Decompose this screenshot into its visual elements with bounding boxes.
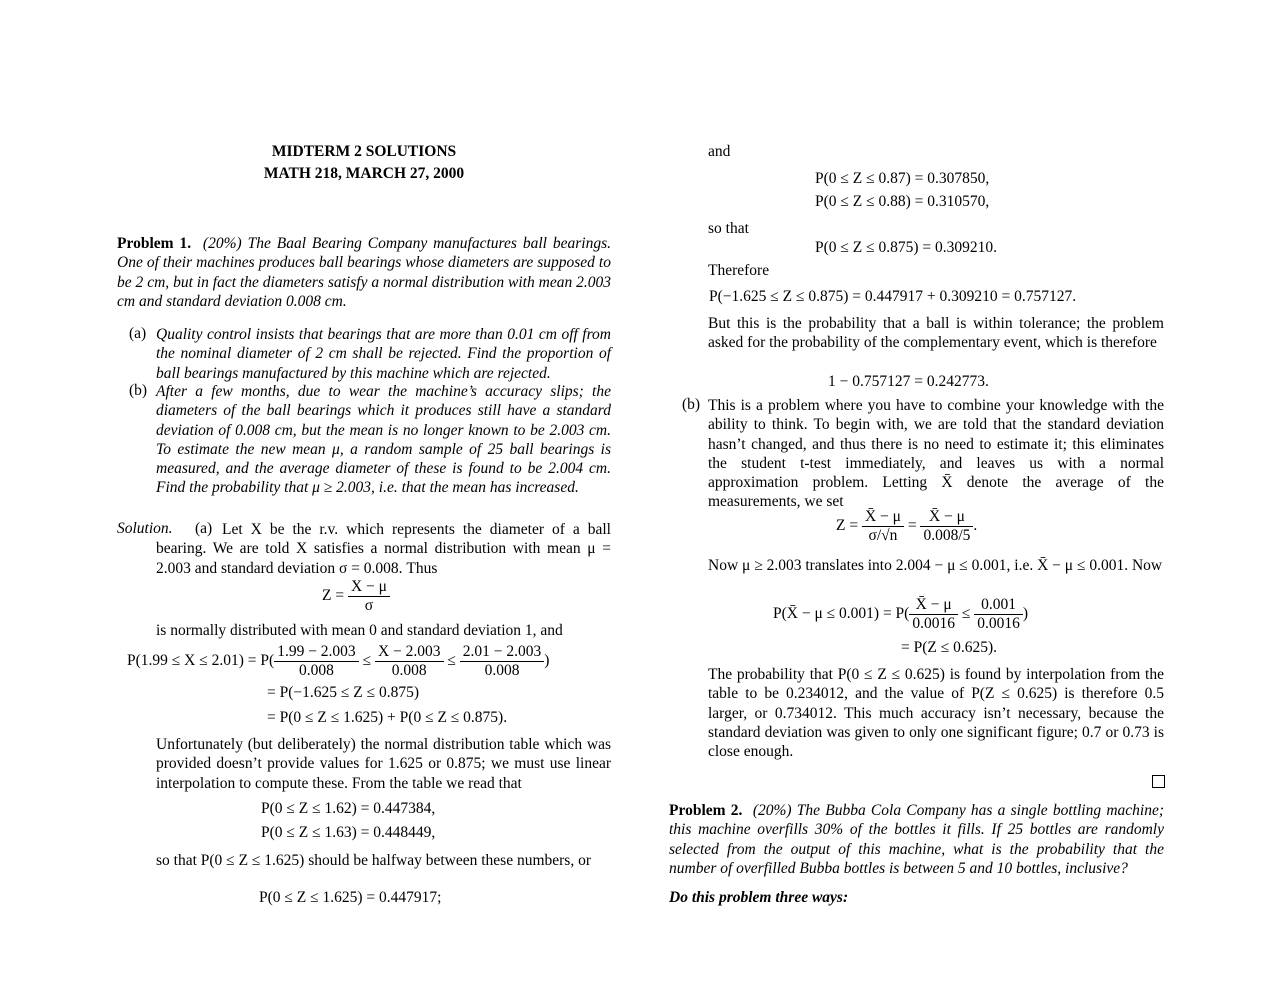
table-1-63: P(0 ≤ Z ≤ 1.63) = 0.448449,	[261, 824, 436, 841]
problem1-part-a-label: (a)	[129, 325, 147, 342]
zb-frac-2	[920, 508, 973, 545]
zb-frac-2-num: X̄ − μ	[920, 508, 973, 527]
pb-le: ≤	[961, 605, 971, 623]
pb-frac-2-den: 0.0016	[977, 615, 1020, 632]
zb-frac-2-den: 0.008/5	[923, 527, 971, 544]
p1-le-1: ≤	[362, 652, 372, 670]
p1-frac-2-den: 0.008	[391, 662, 427, 679]
zb-end: .	[973, 517, 978, 535]
and-text: and	[708, 143, 731, 160]
p1-lhs: P(1.99 ≤ X ≤ 2.01) = P(	[127, 652, 275, 670]
problem2-statement	[669, 801, 1164, 878]
solution-a-label: (a)	[195, 520, 213, 537]
problem2-label: Problem 2.	[669, 802, 743, 819]
solution-b-intro: This is a problem where you have to combine your knowledge with the ability to think. To begin with, we are told that the standard deviation hasn’t changed, and thus there is no need to estimate it; this eliminates the student t-test immediately, and leaves us with a normal approximation problem. Letting X̄ denote the average of the measurements, we set	[708, 397, 1164, 511]
p1-close: )	[544, 652, 550, 670]
p1-line-2: = P(−1.625 ≤ Z ≤ 0.875)	[267, 684, 420, 701]
problem2-instruction: Do this problem three ways:	[669, 889, 849, 906]
zb-frac-1-den: σ/√n	[868, 527, 898, 544]
zb-frac-1	[862, 508, 904, 545]
problem1-part-b-label: (b)	[129, 382, 148, 399]
zb-definition	[836, 508, 977, 545]
problem1-label: Problem 1.	[117, 235, 192, 252]
pb-frac-1-num: X̄ − μ	[909, 596, 958, 615]
p1-frac-1	[274, 643, 359, 680]
page-subtitle: MATH 218, MARCH 27, 2000	[263, 165, 465, 182]
pb-close: )	[1022, 605, 1029, 623]
pb-equation	[773, 596, 1028, 633]
but-this-paragraph: But this is the probability that a ball is within tolerance; the problem asked for the probability of the complementary event, which is therefore	[708, 315, 1164, 352]
z-numerator: X − μ	[348, 578, 390, 597]
problem1-part-b: After a few months, due to wear the machine’s accuracy slips; the diameters of the ball bearings which it produces still have a standard deviation of 0.008 cm, but the mean is no longer known to be 2.003 cm. To estimate the new mean μ, a random sample of 25 ball bearings is measured, and the average diameter of these is found to be 2.004 cm. Find the probability that μ ≥ 2.003, i.e. that the mean has increased.	[156, 383, 611, 497]
so-that-1625: so that P(0 ≤ Z ≤ 1.625) should be halfway between these numbers, or	[156, 852, 591, 869]
p1-frac-3-num: 2.01 − 2.003	[460, 643, 545, 662]
pb-frac-2-num: 0.001	[974, 596, 1023, 615]
p1-frac-2-num: X − 2.003	[375, 643, 444, 662]
p1-frac-1-num: 1.99 − 2.003	[274, 643, 359, 662]
page-title: MIDTERM 2 SOLUTIONS	[271, 143, 457, 160]
z-fraction	[348, 578, 390, 615]
solution-a-intro-text: Let X be the r.v. which represents the diameter of a ball bearing. We are told X satisfies a normal distribution with mean μ = 2.003 and standard deviation σ = 0.008. Thus	[156, 521, 611, 577]
p1-frac-3	[460, 643, 545, 680]
now-mu-paragraph: Now μ ≥ 2.003 translates into 2.004 − μ ≤ 0.001, i.e. X̄ − μ ≤ 0.001. Now	[708, 557, 1163, 574]
solution-a-intro	[156, 520, 611, 578]
solution-a-normal: is normally distributed with mean 0 and standard deviation 1, and	[156, 622, 563, 639]
p1-frac-1-den: 0.008	[299, 662, 334, 679]
pb-lhs: P(X̄ − μ ≤ 0.001) = P(	[773, 605, 910, 623]
qed-icon	[1152, 775, 1165, 788]
problem1-statement	[117, 234, 611, 311]
solution-b-final: The probability that P(0 ≤ Z ≤ 0.625) is found by interpolation from the table to be 0.234012, and the value of P(Z ≤ 0.625) is therefore 0.5 larger, or 0.734012. This much accuracy isn’t necessary, because the standard deviation was given to only one significant figure; 0.7 or 0.73 is close enough.	[708, 666, 1164, 761]
problem2-text: (20%) The Bubba Cola Company has a single bottling machine; this machine overfills 30% of the bottles it fills. If 25 bottles are randomly selected from the output of this machine, what is the probability that the number of overfilled Bubba bottles is between 5 and 10 bottles, inclusive?	[669, 802, 1164, 877]
zb-frac-1-num: X̄ − μ	[862, 508, 904, 527]
z-definition	[322, 578, 390, 615]
table-0-875: P(0 ≤ Z ≤ 0.875) = 0.309210.	[815, 239, 998, 256]
solution-a-interpolation: Unfortunately (but deliberately) the normal distribution table which was provided doesn’t provide values for 1.625 or 0.875; we must use linear interpolation to compute these. From the table we read that	[156, 736, 611, 792]
z-lhs: Z =	[322, 587, 345, 605]
table-1-62: P(0 ≤ Z ≤ 1.62) = 0.447384,	[261, 800, 436, 817]
pb-frac-1	[909, 596, 958, 633]
pb-frac-1-den: 0.0016	[912, 615, 955, 632]
pb-frac-2	[974, 596, 1023, 633]
p1-equation	[127, 643, 549, 680]
p1-line-3: = P(0 ≤ Z ≤ 1.625) + P(0 ≤ Z ≤ 0.875).	[267, 709, 508, 726]
zb-lhs: Z =	[836, 517, 859, 535]
table-1-625: P(0 ≤ Z ≤ 1.625) = 0.447917;	[259, 889, 442, 906]
solution-label: Solution.	[117, 520, 173, 537]
therefore-text: Therefore	[708, 262, 770, 279]
z-denominator: σ	[364, 597, 374, 614]
p1-frac-2	[375, 643, 444, 680]
table-0-87: P(0 ≤ Z ≤ 0.87) = 0.307850,	[815, 170, 990, 187]
p1-frac-3-den: 0.008	[484, 662, 520, 679]
so-that-text: so that	[708, 220, 749, 237]
problem1-text: (20%) The Baal Bearing Company manufactures ball bearings. One of their machines produces ball bearings whose diameters are supposed to be 2 cm, but in fact the diameters satisfy a normal distribution with mean 2.003 cm and standard deviation 0.008 cm.	[117, 235, 611, 310]
table-0-88: P(0 ≤ Z ≤ 0.88) = 0.310570,	[815, 193, 990, 210]
p1-le-2: ≤	[447, 652, 456, 670]
solution-b-label: (b)	[682, 396, 701, 413]
complement-result: 1 − 0.757127 = 0.242773.	[828, 373, 989, 390]
probability-total: P(−1.625 ≤ Z ≤ 0.875) = 0.447917 + 0.309210 = 0.757127.	[709, 288, 1077, 305]
pb-line-2: = P(Z ≤ 0.625).	[901, 639, 998, 656]
problem1-part-a: Quality control insists that bearings that are more than 0.01 cm off from the nominal diameter of 2 cm shall be rejected. Find the proportion of ball bearings manufactured by this machine which are rejected.	[156, 326, 611, 382]
zb-eq: =	[907, 517, 917, 535]
